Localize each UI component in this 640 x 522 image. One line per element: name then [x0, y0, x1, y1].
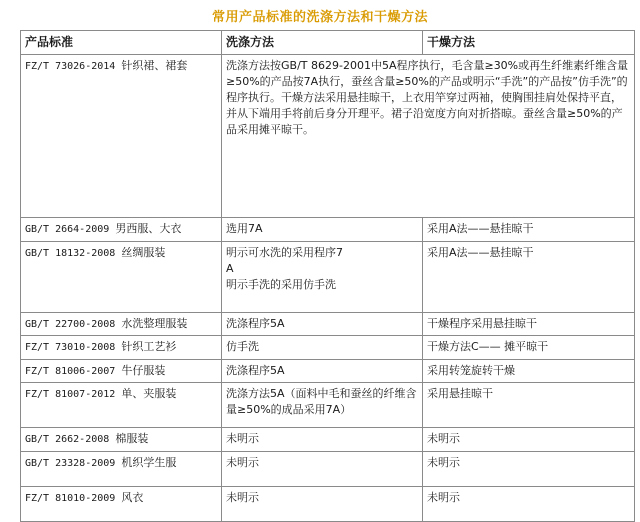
washing-text: 未明示: [226, 490, 259, 504]
cell-washing: [222, 55, 635, 218]
cell-drying: 采用悬挂晾干: [423, 383, 635, 428]
standard-code: FZ/T 81010-2009: [25, 492, 116, 504]
product-name: 水洗整理服装: [121, 316, 188, 330]
washing-text: 未明示: [226, 432, 259, 446]
product-name: 机织学生服: [121, 455, 177, 469]
table-row: [21, 218, 635, 242]
cell-drying: 未明示: [423, 451, 635, 486]
washing-text: 明示手洗的采用仿手洗: [226, 277, 336, 291]
cell-standard: [21, 486, 222, 521]
cell-standard: [21, 428, 222, 452]
product-name: 风衣: [121, 490, 144, 504]
table-body: [21, 55, 635, 522]
standard-code: GB/T 2664-2009: [25, 224, 110, 236]
cell-standard: [21, 312, 222, 336]
washing-text: A: [226, 261, 234, 275]
table-title: 常用产品标准的洗涤方法和干燥方法: [211, 10, 428, 25]
header-washing: 洗涤方法: [222, 31, 423, 55]
product-name: 棉服装: [115, 432, 149, 446]
table-row: [21, 486, 635, 521]
table-row: [21, 55, 635, 218]
standard-code: GB/T 22700-2008: [25, 318, 116, 330]
cell-washing: [222, 241, 423, 312]
cell-washing: [222, 383, 423, 428]
cell-washing: [222, 336, 423, 360]
standard-code: FZ/T 73026-2014: [25, 61, 116, 73]
cell-drying: 干燥程序采用悬挂晾干: [423, 312, 635, 336]
header-row: [21, 31, 635, 55]
cell-standard: [21, 336, 222, 360]
washing-text: 洗涤方法5A（面料中毛和蚕丝的纤维含量≥50%的成品采用7A）: [226, 387, 417, 417]
product-name: 针织工艺衫: [121, 340, 177, 354]
washing-text: 洗涤方法按GB/T 8629-2001中5A程序执行，毛含量≥30%或再生纤维素纤维含量≥50%的产品按7A执行，蚕丝含量≥50%的产品或明示“手洗”的产品按”仿手洗”的程序执行。干燥方法采用悬挂晾干，上衣用竿穿过两袖，使胸围挂肩处保持平直，并从下端用手将前后身分开理平。裙子沿宽度方向对折搭晾。蚕丝含量≥50%的产品采用摊平晾干。: [226, 59, 629, 137]
cell-drying: 采用A法——悬挂晾干: [423, 218, 635, 242]
cell-washing: [222, 312, 423, 336]
table-row: [21, 312, 635, 336]
standards-table: [20, 30, 635, 522]
cell-drying: 未明示: [423, 428, 635, 452]
product-name: 针织裙、裙套: [121, 59, 188, 73]
washing-text: 洗涤程序5A: [226, 363, 285, 377]
standard-code: GB/T 2662-2008: [25, 434, 110, 446]
product-name: 丝绸服装: [121, 245, 166, 259]
washing-text: 未明示: [226, 455, 259, 469]
table-row: [21, 451, 635, 486]
cell-washing: [222, 359, 423, 383]
cell-drying: 采用转笼旋转干燥: [423, 359, 635, 383]
product-name: 男西服、大衣: [115, 222, 182, 236]
standard-code: FZ/T 81006-2007: [25, 365, 116, 377]
cell-standard: [21, 359, 222, 383]
table-row: [21, 359, 635, 383]
standard-code: GB/T 18132-2008: [25, 247, 116, 259]
cell-standard: [21, 218, 222, 242]
standard-code: GB/T 23328-2009: [25, 457, 116, 469]
standard-code: FZ/T 73010-2008: [25, 342, 116, 354]
cell-washing: [222, 451, 423, 486]
header-standard: 产品标准: [21, 31, 222, 55]
table-row: [21, 336, 635, 360]
cell-standard: [21, 383, 222, 428]
washing-text: 明示可水洗的采用程序7: [226, 245, 343, 259]
cell-washing: [222, 218, 423, 242]
cell-drying: 干燥方法C—— 摊平晾干: [423, 336, 635, 360]
table-row: [21, 428, 635, 452]
cell-standard: [21, 241, 222, 312]
washing-text: 仿手洗: [226, 340, 259, 354]
product-name: 单、夹服装: [121, 387, 177, 401]
standard-code: FZ/T 81007-2012: [25, 389, 116, 401]
cell-drying: 采用A法——悬挂晾干: [423, 241, 635, 312]
washing-text: 洗涤程序5A: [226, 316, 285, 330]
cell-washing: [222, 428, 423, 452]
cell-standard: [21, 451, 222, 486]
cell-drying: 未明示: [423, 486, 635, 521]
cell-standard: [21, 55, 222, 218]
product-name: 牛仔服装: [121, 363, 166, 377]
cell-washing: [222, 486, 423, 521]
header-drying: 干燥方法: [423, 31, 635, 55]
table-row: [21, 241, 635, 312]
table-row: [21, 383, 635, 428]
washing-text: 选用7A: [226, 222, 263, 236]
